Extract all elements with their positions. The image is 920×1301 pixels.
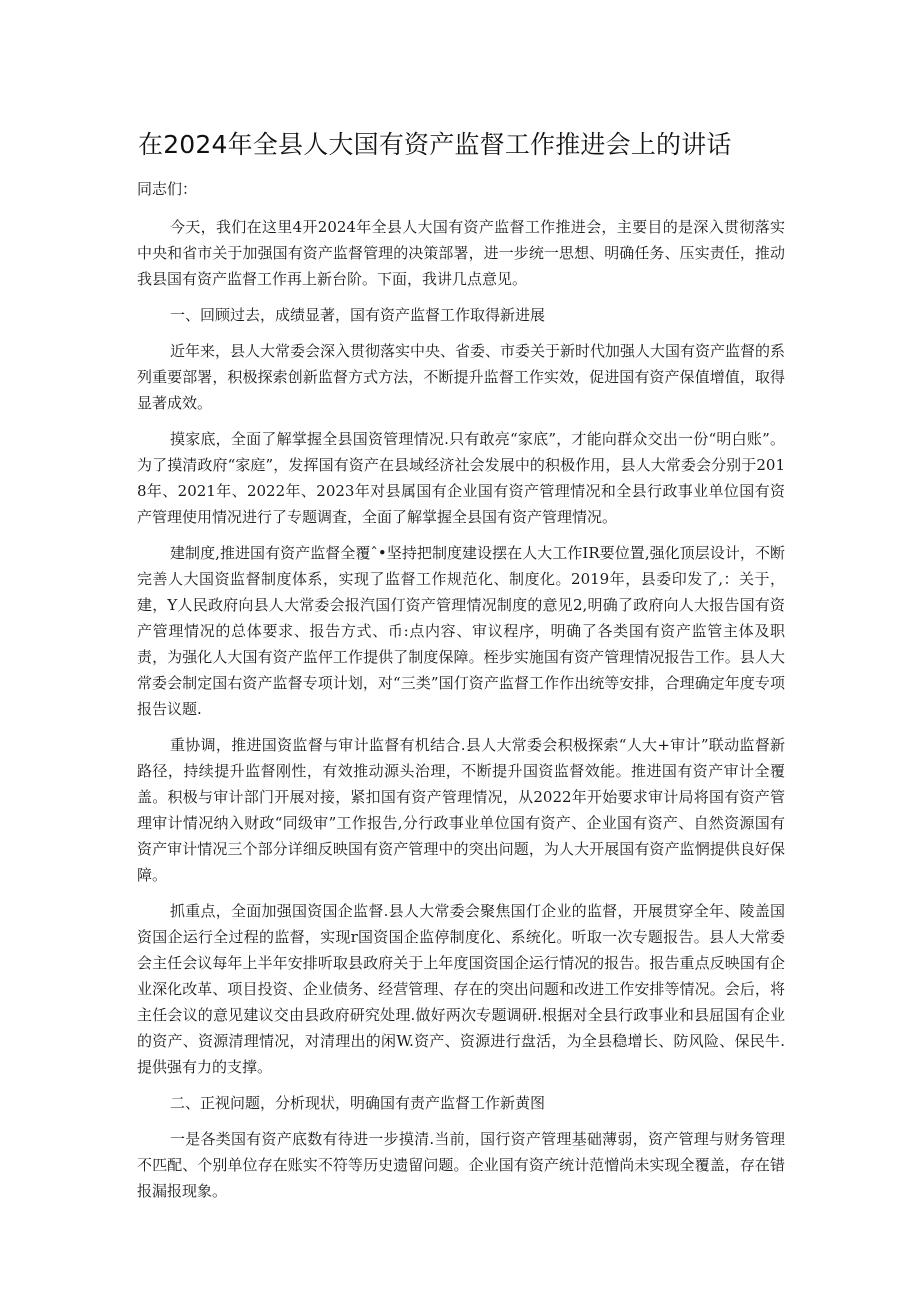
paragraph-key-supervision: 抓重点，全面加强国资国企监督.县人大常委会聚焦国仃企业的监督，开展贯穿全年、陵盖国资国企运行全过程的监督，实现r国资国企监停制度化、系统化。听取一次专题报告。县人大常委会主任会议每年上半年安排听取县政府关于上年度国资国企运行情况的报告。报告重点反映国有企业深化改革、项目投资、企业债务、经营管理、存在的突出问题和改进工作安排等情况。会后，将主任会议的意见建议交由县政府研究处理.做好两次专题调研.根据对全县行政事业和县屈国有企业的资产、资源清理情况，对清理出的闲W.资产、资源进行盘活，为全县稳增长、防风险、保民牛.提供强有力的支撑。 bbox=[137, 902, 785, 1076]
paragraph-problem-1: 一是各类国有资产底数有待进一步摸清.当前，国行资产管理基础薄弱，资产管理与财务管理不匹配、个别单位存在账实不符等历史遗留问题。企业国有资产统计范憎尚未实现全覆盖，存在错报漏报现象。 bbox=[137, 1130, 785, 1200]
paragraph-audit-coordination: 重协调，推进国资监督与审计监督有机结合.县人大常委会积极探索“人大+审计”联动监督新路径，持续提升监督刚性，有效推动源头治理，不断提升国资监督效能。推进国有资产审计全覆盖。积极与审计部门开展对接，紧扣国有资产管理情况，从2022年开始要求审计局将国有资产管理审计情况纳入财政“同级审”工作报告,分行政事业单位国有资产、企业国有资产、自然资源国有资产审计情况三个部分详细反映国有资产管理中的突出问题，为人大开展国有资产监惘提供良好保障。 bbox=[137, 736, 785, 884]
paragraph-system-building: 建制度,推进国有资产监督全覆ˆ•坚持把制度建设摆在人大工作IR要位置,强化顶层设计，不断完善人大国资监督制度体系，实现了监督工作规范化、制度化。2019年，县委印发了,：关于，建，Y人民政府向县人大常委会报汽国仃资产管理情况制度的意见2,明确了政府向人大报告国有资产管理情况的总体要求、报告方式、币:点内容、审议程序，明确了各类国有资产监管主体及职责，为强化人大国有资产监伻工作提供了制度保障。桎步实施国有资产管理情况报告工作。县人大常委会制定国右资产监督专项计划，对“三类”国仃资产监督工作作出统等安排，合理确定年度专项报告议题. bbox=[137, 544, 785, 718]
paragraph-intro: 今天，我们在这里4开2024年全县人大国有资产监督工作推进会，主要目的是深入贯彻落实中央和省市关于加强国有资产监督管理的决策部署，进一步统一思想、明确任务、压实责任，推动我县国有资产监督工作再上新台阶。下面，我讲几点意见。 bbox=[137, 218, 785, 288]
section-heading-1: 一、回顾过去，成绩显著，国有资产监督工作取得新进展 bbox=[170, 306, 546, 324]
document-body bbox=[137, 176, 785, 1214]
paragraph-achievements: 近年来，县人大常委会深入贯彻落实中央、省委、市委关于新时代加强人大国有资产监督的系列重要部署，积极探索创新监督方式方法，不断提升监督工作实效，促进国有资产保值增值，取得显著成效。 bbox=[137, 342, 786, 412]
section-heading-2: 二、正视问题，分析现状，明确国有责产监督工作新黄图 bbox=[170, 1094, 546, 1112]
salutation: 同志们： bbox=[137, 180, 198, 198]
paragraph-assets-survey: 摸家底，全面了解掌握全县国资管理情况.只有敢亮“家底”，才能向群众交出一份“明白账”。为了摸清政府“家庭”，发挥国有资产在县域经济社会发展中的积极作用，县人大常委会分别于2018年、2021年、2022年、2023年对县属国有企业国有资产管理情况和全县行政事业单位国有资产管理使用情况进行了专题调査，全面了解掌握全县国有资产管理情况。 bbox=[137, 430, 785, 526]
document-title: 在2024年全县人大国有资产监督工作推进会上的讲话 bbox=[138, 130, 732, 159]
